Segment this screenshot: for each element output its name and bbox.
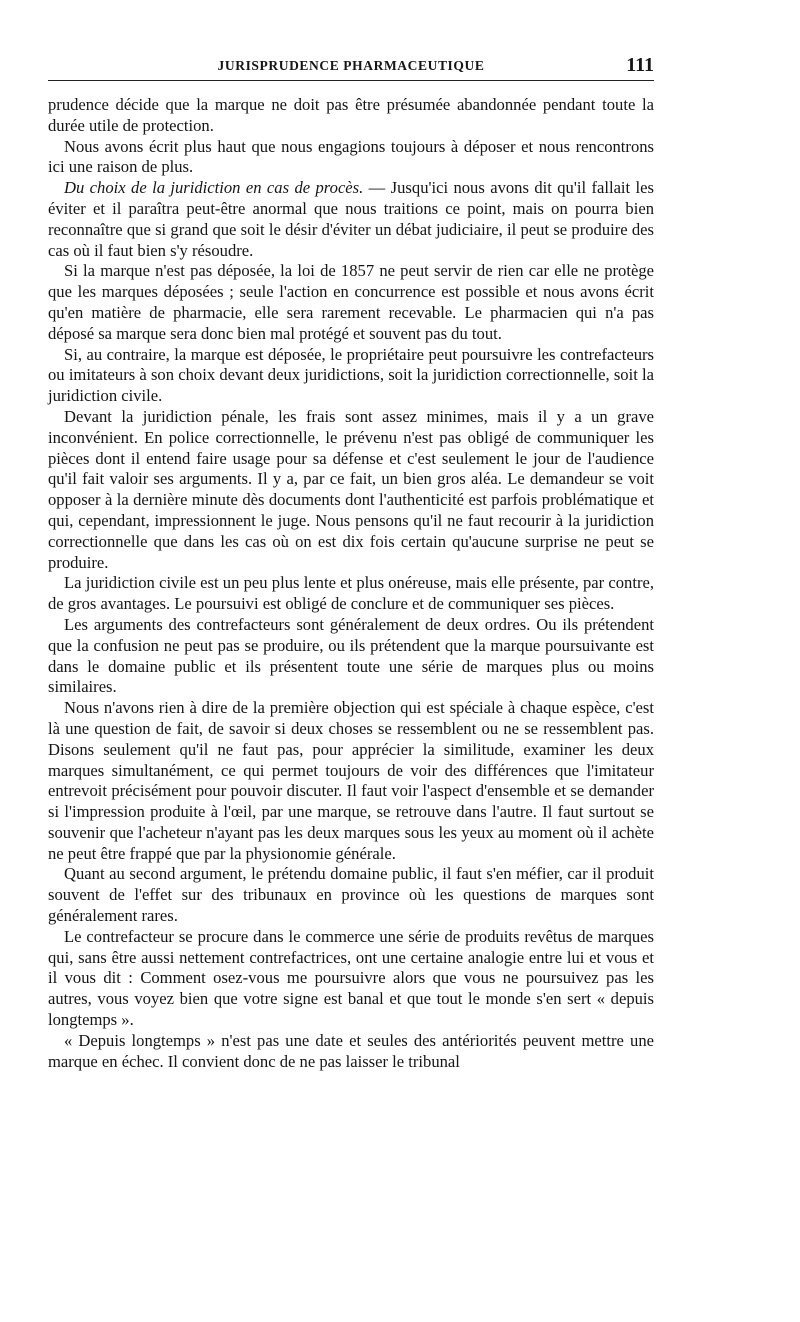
paragraph: La juridiction civile est un peu plus lente et plus onéreuse, mais elle présente, par contre, de gros avantages. Le poursuivi est obligé de conclure et de communiquer ses pièces. [48, 573, 654, 614]
page-number: 111 [626, 54, 654, 76]
paragraph: Le contrefacteur se procure dans le commerce une série de produits revêtus de marques qui, sans être aussi nettement contrefactrices, ont une certaine analogie entre lui et vous et il vous dit : Comment osez-vous me poursuivre alors que vous ne poursuivez pas les autres, vous voyez bien que votre signe est banal et que tout le monde s'en sert « depuis longtemps ». [48, 926, 654, 1030]
section-heading: Du choix de la juridiction en cas de procès. [64, 178, 364, 198]
page-header [48, 56, 654, 81]
paragraph: Nous n'avons rien à dire de la première objection qui est spéciale à chaque espèce, c'est là une question de fait, de savoir si deux choses se ressemblent ou ne se ressemblent pas. Disons seulement qu'il ne faut pas, pour apprécier la similitude, examiner les deux marques simultanément, ce qui permet toujours de voir des différences que l'imitateur entrevoit précisément pour pouvoir discuter. Il faut voir l'aspect d'ensemble et se demander si l'impression produite à l'œil, par une marque, se retrouve dans l'autre. Il faut surtout se souvenir que l'acheteur n'ayant pas les deux marques sous les yeux au moment où il achète ne peut être frappé que par la physionomie générale. [48, 698, 654, 863]
paragraph: Si, au contraire, la marque est déposée, le propriétaire peut poursuivre les contrefacteurs ou imitateurs à son choix devant deux juridictions, soit la juridiction correctionnelle, soit la juridiction civile. [48, 344, 654, 406]
paragraph-text: — Jusqu'ici nous avons dit qu'il fallait les éviter et il paraîtra peut-être anormal que nous traitions ce point, mais on pourra bien reconnaître que si grand que soit le désir d'éviter un débat judiciaire, il peut se produire des cas où il faut bien s'y résoudre. [48, 178, 654, 260]
paragraph: Les arguments des contrefacteurs sont généralement de deux ordres. Ou ils prétendent que la confusion ne peut pas se produire, ou ils prétendent que la marque poursuivante est dans le domaine public et ils présentent toute une série de marques plus ou moins similaires. [48, 614, 654, 697]
paragraph: Quant au second argument, le prétendu domaine public, il faut s'en méfier, car il produit souvent de l'effet sur des tribunaux en province où les questions de marques sont généralement rares. [48, 864, 654, 926]
body-text [48, 95, 654, 1072]
running-title: JURISPRUDENCE PHARMACEUTIQUE [217, 58, 485, 73]
paragraph [48, 178, 654, 261]
book-page [48, 56, 654, 1072]
paragraph: Nous avons écrit plus haut que nous engagions toujours à déposer et nous rencontrons ici une raison de plus. [48, 136, 654, 177]
paragraph: prudence décide que la marque ne doit pas être présumée abandonnée pendant toute la durée utile de protection. [48, 95, 654, 135]
paragraph: Devant la juridiction pénale, les frais sont assez minimes, mais il y a un grave inconvénient. En police correctionnelle, le prévenu n'est pas obligé de communiquer les pièces dont il entend faire usage pour sa défense et c'est seulement le jour de l'audience qu'il fait valoir ses arguments. Il y a, par ce fait, un bien gros aléa. Le demandeur se voit opposer à la dernière minute dès documents dont l'authenticité est parfois problématique et qui, cependant, impressionnent le juge. Nous pensons qu'il ne faut recourir à la juridiction correctionnelle que dans les cas où on est dix fois certain qu'aucune surprise ne peut se produire. [48, 406, 654, 572]
paragraph: Si la marque n'est pas déposée, la loi de 1857 ne peut servir de rien car elle ne protège que les marques déposées ; seule l'action en concurrence est possible et nous avons écrit qu'en matière de pharmacie, elle sera rarement recevable. Le pharmacien qui n'a pas déposé sa marque sera donc bien mal protégé et souvent pas du tout. [48, 261, 654, 343]
paragraph: « Depuis longtemps » n'est pas une date et seules des antériorités peuvent mettre une marque en échec. Il convient donc de ne pas laisser le tribunal [48, 1030, 654, 1071]
